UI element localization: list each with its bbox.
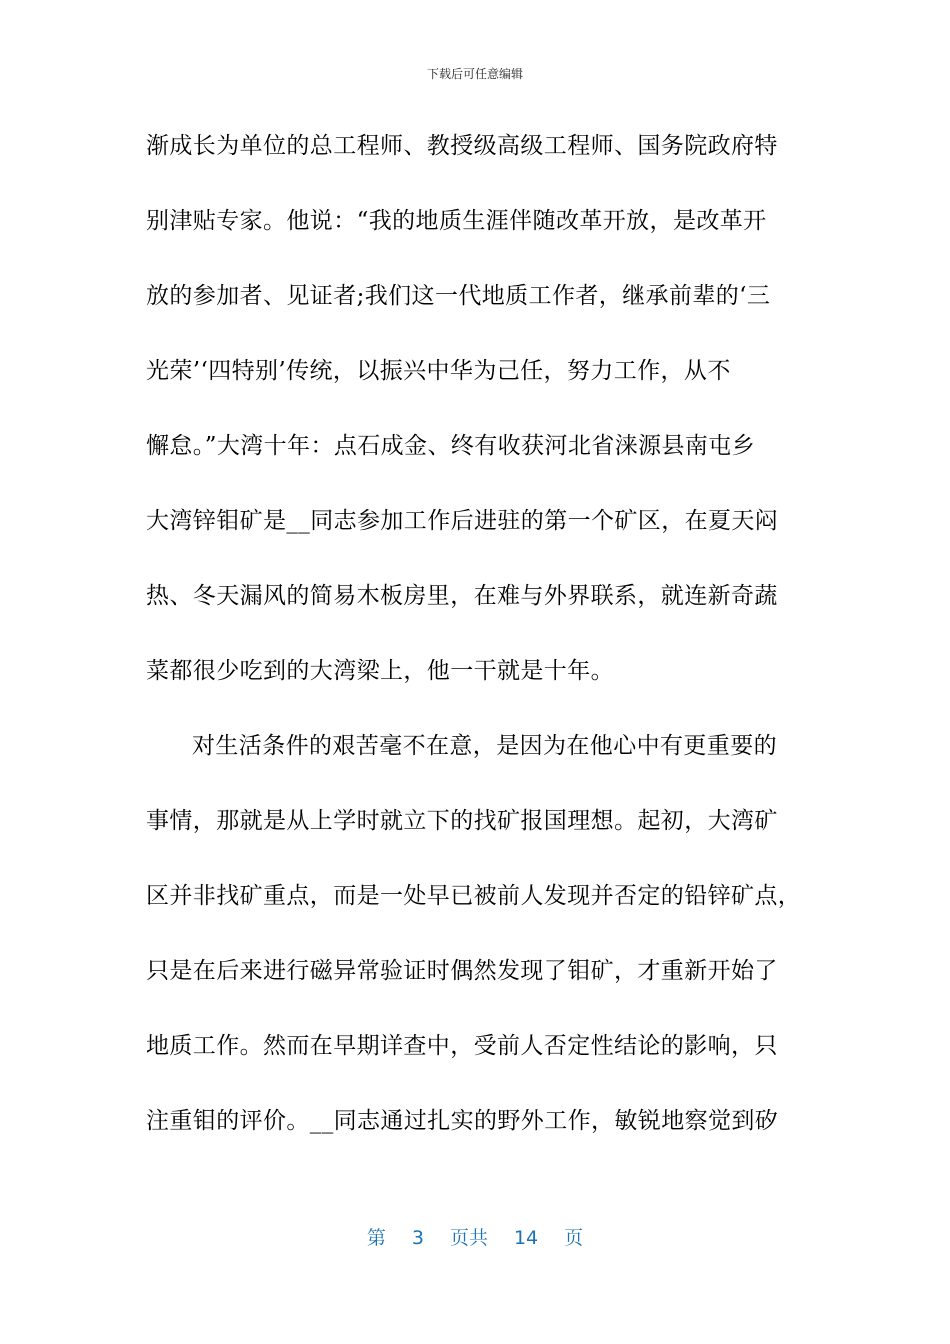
body-line: 别津贴专家。他说：“我的地质生涯伴随改革开放，是改革开	[146, 208, 767, 234]
body-line: 地质工作。然而在早期详查中，受前人否定性结论的影响，只	[146, 1033, 778, 1059]
body-line: 光荣’‘四特别’传统，以振兴中华为己任，努力工作，从不	[146, 358, 731, 384]
body-line: 事情，那就是从上学时就立下的找矿报国理想。起初，大湾矿	[146, 808, 778, 834]
body-line: 只是在后来进行磁异常验证时偶然发现了钼矿，才重新开始了	[146, 958, 778, 984]
body-line: 注重钼的评价。__同志通过扎实的野外工作，敏锐地察觉到矽	[146, 1108, 779, 1134]
body-line: 懈怠。”大湾十年：点石成金、终有收获河北省涞源县南屯乡	[146, 433, 756, 459]
total-page-number: 14	[513, 1227, 539, 1249]
body-line: 放的参加者、见证者;我们这一代地质工作者，继承前辈的‘三	[146, 283, 771, 309]
body-line: 渐成长为单位的总工程师、教授级高级工程师、国务院政府特	[146, 133, 778, 159]
body-line-paragraph-start: 对生活条件的艰苦毫不在意，是因为在他心中有更重要的	[192, 733, 777, 759]
body-line: 大湾锌钼矿是__同志参加工作后进驻的第一个矿区，在夏天闷	[146, 508, 779, 534]
page-middle: 页共	[449, 1227, 488, 1249]
page-prefix: 第	[366, 1227, 386, 1249]
page-header-note: 下载后可任意编辑	[426, 67, 523, 81]
body-line: 菜都很少吃到的大湾梁上，他一干就是十年。	[146, 658, 614, 684]
current-page-number: 3	[411, 1227, 424, 1249]
page-suffix: 页	[564, 1227, 584, 1249]
document-body	[146, 118, 816, 1168]
body-line: 热、冬天漏风的简易木板房里，在难与外界联系，就连新奇蔬	[146, 583, 778, 609]
body-line: 区并非找矿重点，而是一处早已被前人发现并否定的铅锌矿点，	[146, 883, 802, 909]
page-number-footer	[0, 1224, 950, 1252]
